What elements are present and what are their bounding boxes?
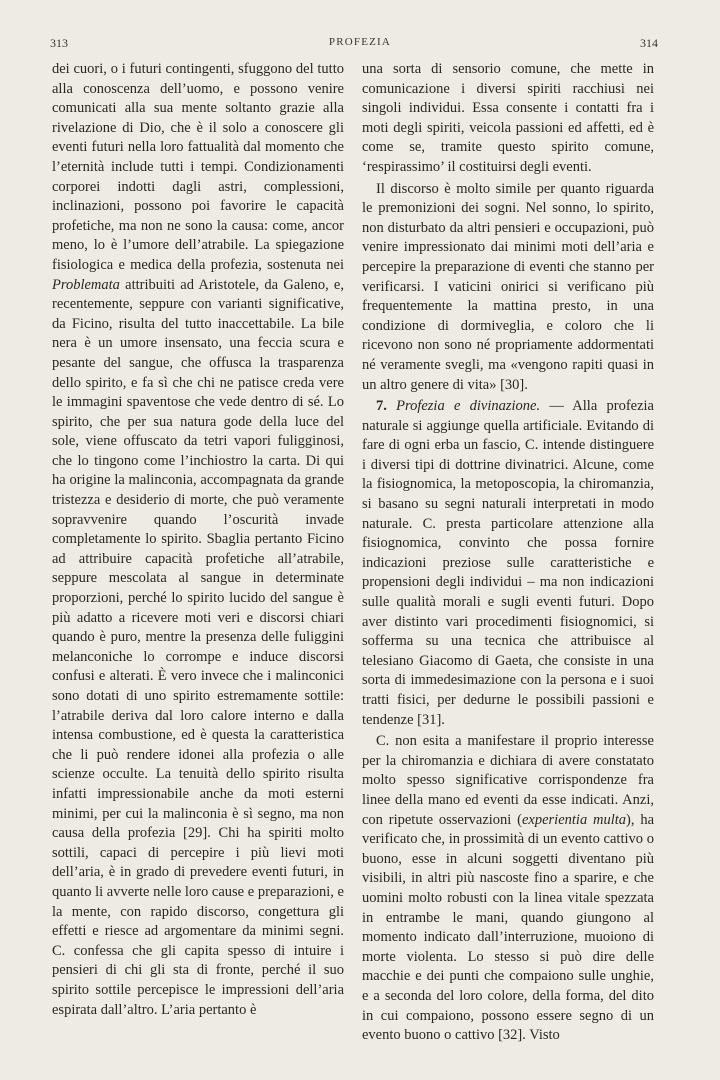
- page-header: [0, 36, 720, 54]
- page-number-right: 314: [640, 36, 658, 50]
- right-paragraph-1: una sorta di sensorio comune, che mette in comunicazione i diversi spiriti racchiusi nei singoli individui. Essa consente i contatti fra i moti degli spiriti, veicola passioni ed affetti, ed è come se, tramite questo spirito comune, ‘respirassimo’ il costituirsi degli eventi.: [362, 61, 654, 175]
- section-heading: Profezia e divinazione.: [386, 398, 541, 415]
- left-column: [52, 60, 344, 1020]
- section-7-paragraph: 7. Profezia e divinazione. — Alla profezia naturale si aggiunge quella artificiale. Evitando di fare di ogni erba un fascio, C. intende distinguere i diversi tipi di dottrine divinatrici. Alcune, come la fisiognomica, la metoposcopia, la chiromanzia, si basano su segni naturali interpretati in modo naturale. C. presta particolare attenzione alla fisiognomica, convinto che possa fornire indicazioni preziose sulle caratteristiche e propensioni degli individui – ma non indicazioni sulle qualità morali e sugli eventi futuri. Dopo aver distinto vari procedimenti fisiognomici, si sofferma su una tecnica che attribuisce al telesiano Giacomo di Gaeta, che consiste in una sorta di immedesimazione con la persona e i suoi tratti fisici, per dedurne le possibili passioni e tendenze [31].: [362, 398, 654, 728]
- italic-experientia-multa: experientia multa: [521, 811, 627, 828]
- page-number-left: 313: [50, 36, 68, 50]
- right-paragraph-2: Il discorso è molto simile per quanto riguarda le premonizioni dei sogni. Nel sonno, lo spirito, non disturbato da altri pensieri e occupazioni, può venire impressionato dai minimi moti dell’aria e percepire la preparazione di eventi che stanno per verificarsi. I vaticini onirici si verificano più frequentemente la mattina presto, in una condizione di dormiveglia, e coloro che li ricevono non sono né propriamente addormentati né veramente svegli, ma «vengono rapiti quasi in un altro genere di vita» [30].: [362, 180, 654, 393]
- section-number: 7.: [376, 398, 387, 415]
- right-column: [362, 60, 654, 1046]
- running-title: PROFEZIA: [328, 36, 392, 48]
- italic-title-problemata: Problemata: [52, 276, 120, 293]
- left-paragraph-1: dei cuori, o i futuri contingenti, sfuggono del tutto alla conoscenza dell’uomo, e possono venire comunicati alla sua mente soltanto grazie alla rivelazione di Dio, che è il solo a conoscere gli eventi futuri nella loro fattualità dal momento che l’eternità include tutti i tempi. Condizionamenti corporei indotti dagli astri, complessioni, inclinazioni, possono poi favorire le capacità profetiche, ma non ne sono la causa: come, ancor meno, lo è l’umore dell’atrabile. La spiegazione fisiologica e medica della profezia, sostenuta nei Problemata attribuiti ad Aristotele, da Galeno, e, recentemente, seppure con varianti significative, da Ficino, risulta del tutto inaccettabile. La bile nera è un umore insensato, una feccia scura e pesante del sangue, che offusca la trasparenza dello spirito, e fa sì che chi ne patisce creda vere le immagini spaventose che vede dentro di sé. Lo spirito, che per sua natura gode della luce del sole, viene offuscato da tetri vapori fuligginosi, che lo tingono come l’inchiostro la carta. Di qui ha origine la malinconia, accompagnata da grande tristezza e desiderio di morte, che può veramente sopravvenire quando l’oscurità invade completamente lo spirito. Sbaglia pertanto Ficino ad attribuire capacità profetiche all’atrabile, seppure mescolata al sangue in determinate proporzioni, perché lo spirito lucido del sangue è più adatto a ricevere moti veri e discorsi chiari quando è puro, mentre la presenza delle fuliggini melanconiche lo corrompe e induce discorsi confusi e alterati. È vero invece che i malinconici sono dotati di uno spirito estremamente sottile: l’atrabile deriva dal loro calore interno e dalla intensa combustione, ed è questa la caratteristica che li può rendere idonei alla profezia o alle scienze occulte. La tenuità dello spirito risulta infatti impressionabile anche da moti esterni minimi, per cui la malinconia è sì segno, ma non causa della profezia [29]. Chi ha spiriti molto sottili, capaci di percepire i più lievi moti dell’aria, è in grado di prevedere eventi futuri, in quanto li avverte nelle loro cause e preparazioni, e la mente, con rapido discorso, congettura gli effetti e riesce ad argomentare da minimi segni. C. confessa che gli capita spesso di intuire i pensieri di chi gli sta di fronte, perché il suo spirito sottile percepisce le impressioni dell’aria espirata dall’altro. L’aria pertanto è: [52, 61, 344, 1018]
- right-paragraph-4: C. non esita a manifestare il proprio interesse per la chiromanzia e dichiara di avere constatato molto spesso significative corrispondenze fra linee della mano ed eventi da esse indicati. Anzi, con ripetute osservazioni (experientia multa), ha verificato che, in prossimità di un evento cattivo o buono, esse in alcuni soggetti diventano più visibili, in altri più nascoste fino a sparire, e che uomini molto robusti con la linea vitale spezzata in entrambe le mani, quando giungono al momento indicato dall’interruzione, muoiono di morte violenta. Lo stesso si può dire delle macchie e dei punti che compaiono sulle unghie, e a seconda del loro colore, della forma, del dito in cui compaiono, possono essere segno di un evento buono o cattivo [32]. Visto: [362, 733, 654, 1044]
